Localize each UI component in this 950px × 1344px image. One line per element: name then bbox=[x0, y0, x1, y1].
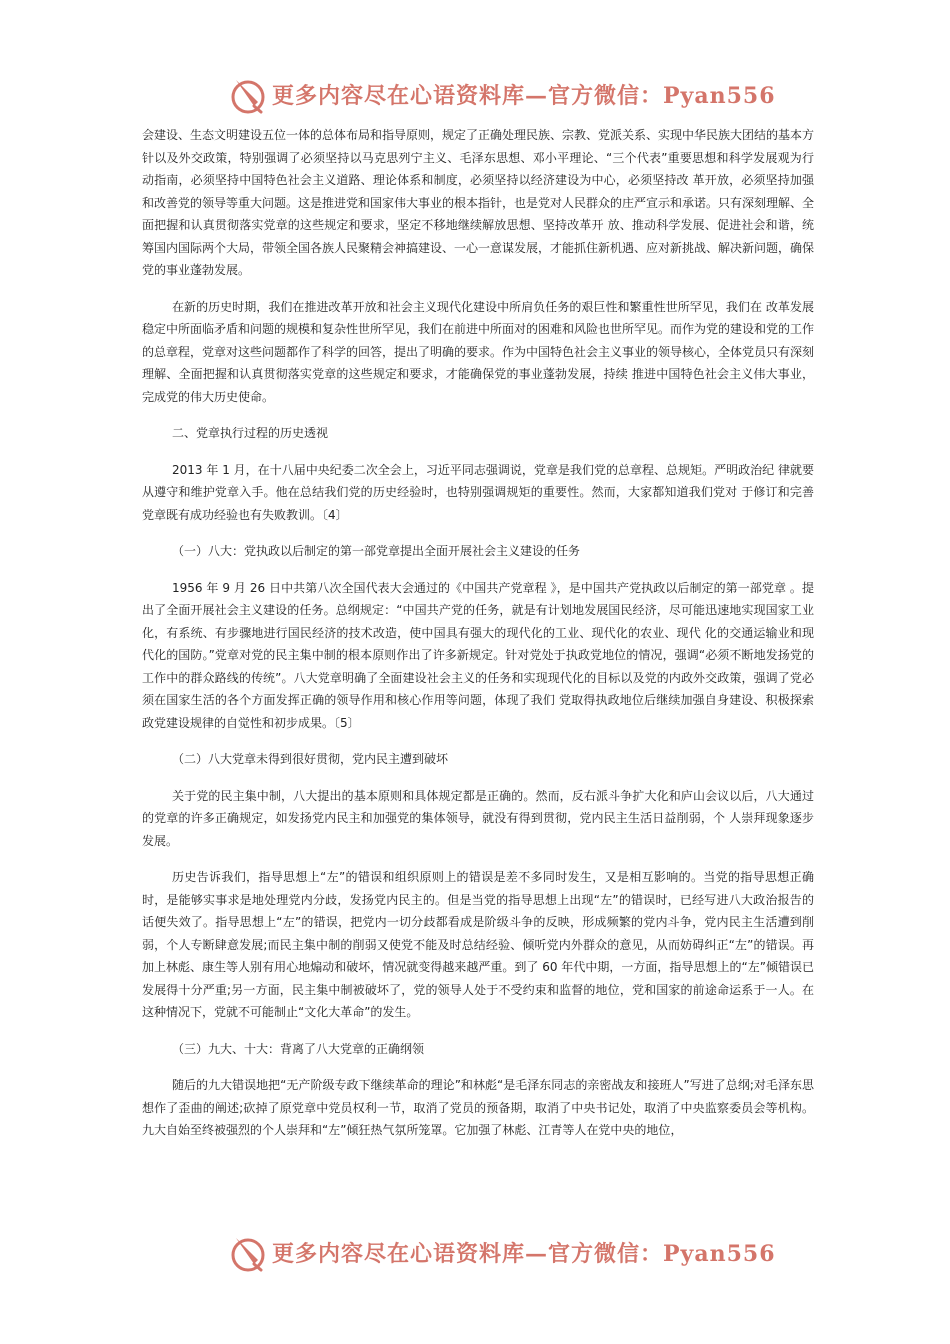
banner-text: 更多内容尽在心语资料库—官方微信：Pyan556 bbox=[272, 1241, 776, 1267]
pen-nib-circle-icon bbox=[228, 1234, 268, 1274]
paragraph: 在新的历史时期，我们在推进改革开放和社会主义现代化建设中所肩负任务的艰巨性和繁重性世所罕见，我们在 改革发展稳定中所面临矛盾和问题的规模和复杂性世所罕见，我们在前进中所面对的困难和风险也世所罕见。而作为党的建设和党的工作的总章程，党章对这些问题都作了科学的回答，提出了明确的要求。作为中国特色社会主义事业的领导核心，全体党员只有深刻理解、全面把握和认真贯彻落实党章的这些规定和要求，才能确保党的事业蓬勃发展，持续 推进中国特色社会主义伟大事业，完成党的伟大历史使命。 bbox=[142, 299, 815, 404]
paragraph: 会建设、生态文明建设五位一体的总体布局和指导原则，规定了正确处理民族、宗教、党派关系、实现中华民族大团结的基本方针以及外交政策，特别强调了必须坚持以马克思列宁主义、毛泽东思想、邓小平理论、“三个代表”重要思想和科学发展观为行动指南，必须坚持中国特色社会主义道路、理论体系和制度，必须坚持以经济建设为中心，必须坚持改 革开放，必须坚持加强和改善党的领导等重大问题。这是推进党和国家伟大事业的根本指针，也是党对人民群众的庄严宣示和承诺。只有深刻理解、全面把握和认真贯彻落实党章的这些规定和要求，坚定不移地继续解放思想、坚持改革开 放、推动科学发展、促进社会和谐，统筹国内国际两个大局，带领全国各族人民聚精会神搞建设、一心一意谋发展，才能抓住新机遇、应对新挑战、解决新问题，确保党的事业蓬勃发展。 bbox=[142, 128, 815, 277]
banner-text: 更多内容尽在心语资料库—官方微信：Pyan556 bbox=[272, 83, 776, 109]
section-heading: 二、党章执行过程的历史透视 bbox=[172, 426, 329, 440]
subsection-heading: （二）八大党章未得到很好贯彻，党内民主遭到破坏 bbox=[172, 752, 449, 766]
header-banner bbox=[0, 74, 950, 118]
paragraph: 2013 年 1 月，在十八届中央纪委二次全会上，习近平同志强调说，党章是我们党的总章程、总规矩。严明政治纪 律就要从遵守和维护党章入手。他在总结我们党的历史经验时，也特别强调规矩的重要性。然而，大家都知道我们党对 于修订和完善党章既有成功经验也有失败教训。〔4〕 bbox=[142, 462, 814, 522]
paragraph: 随后的九大错误地把“无产阶级专政下继续革命的理论”和林彪“是毛泽东同志的亲密战友和接班人”写进了总纲;对毛泽东思想作了歪曲的阐述;砍掉了原党章中党员权利一节，取消了党员的预备期，取消了中央书记处，取消了中央监察委员会等机构。九大自始至终被强烈的个人崇拜和“左”倾狂热气氛所笼罩。它加强了林彪、江青等人在党中央的地位， bbox=[142, 1078, 814, 1137]
footer-banner bbox=[0, 1232, 950, 1276]
paragraph: 关于党的民主集中制，八大提出的基本原则和具体规定都是正确的。然而，反右派斗争扩大化和庐山会议以后，八大通过的党章的许多正确规定，如发扬党内民主和加强党的集体领导，就没有得到贯彻，党内民主生活日益削弱，个 人崇拜现象逐步发展。 bbox=[142, 788, 814, 848]
subsection-heading: （三）九大、十大：背离了八大党章的正确纲领 bbox=[172, 1041, 425, 1056]
subsection-heading: （一）八大：党执政以后制定的第一部党章提出全面开展社会主义建设的任务 bbox=[172, 544, 581, 558]
pen-nib-circle-icon bbox=[228, 76, 268, 116]
paragraph: 1956 年 9 月 26 日中共第八次全国代表大会通过的《中国共产党章程 》，是中国共产党执政以后制定的第一部党章 。提出了全面开展社会主义建设的任务。总纲规定：“中国共产党的任务，就是有计划地发展国民经济，尽可能迅速地实现国家工业化，有系统、有步骤地进行国民经济的技术改造，使中国具有强大的现代化的工业、现代化的农业、现代 化的交通运输业和现代化的国防。”党章对党的民主集中制的根本原则作出了许多新规定。针对党处于执政党地位的情况，强调“必须不断地发扬党的工作中的群众路线的传统”。八大党章明确了全面建设社会主义的任务和实现现代化的目标以及党的内政外交政策，强调了党必须在国家生活的各个方面发挥正确的领导作用和核心作用等问题，体现了我们 党取得执政地位后继续加强自身建设、积极探索政党建设规律的自觉性和初步成果。〔5〕 bbox=[142, 580, 814, 730]
paragraph: 历史告诉我们，指导思想上“左”的错误和组织原则上的错误是差不多同时发生，又是相互影响的。当党的指导思想正确时，是能够实事求是地处理党内分歧，发扬党内民主的。但是当党的指导思想上出现“左”的错误时，已经写进八大政治报告的话便失效了。指导思想上“左”的错误，把党内一切分歧都看成是阶级斗争的反映，形成频繁的党内斗争，党内民主生活遭到削弱，个人专断肆意发展;而民主集中制的削弱又使党不能及时总结经验、倾听党内外群众的意见，从而妨碍纠正“左”的错误。再加上林彪、康生等人别有用心地煽动和破坏，情况就变得越来越严重。到了 60 年代中期，一方面，指导思想上的“左”倾错误已发展得十分严重;另一方面，民主集中制被破坏了，党的领导人处于不受约束和监督的地位，党和国家的前途命运系于一人。在这种情况下，党就不可能制止“文化大革命”的发生。 bbox=[142, 870, 814, 1019]
document-body bbox=[142, 124, 814, 1156]
